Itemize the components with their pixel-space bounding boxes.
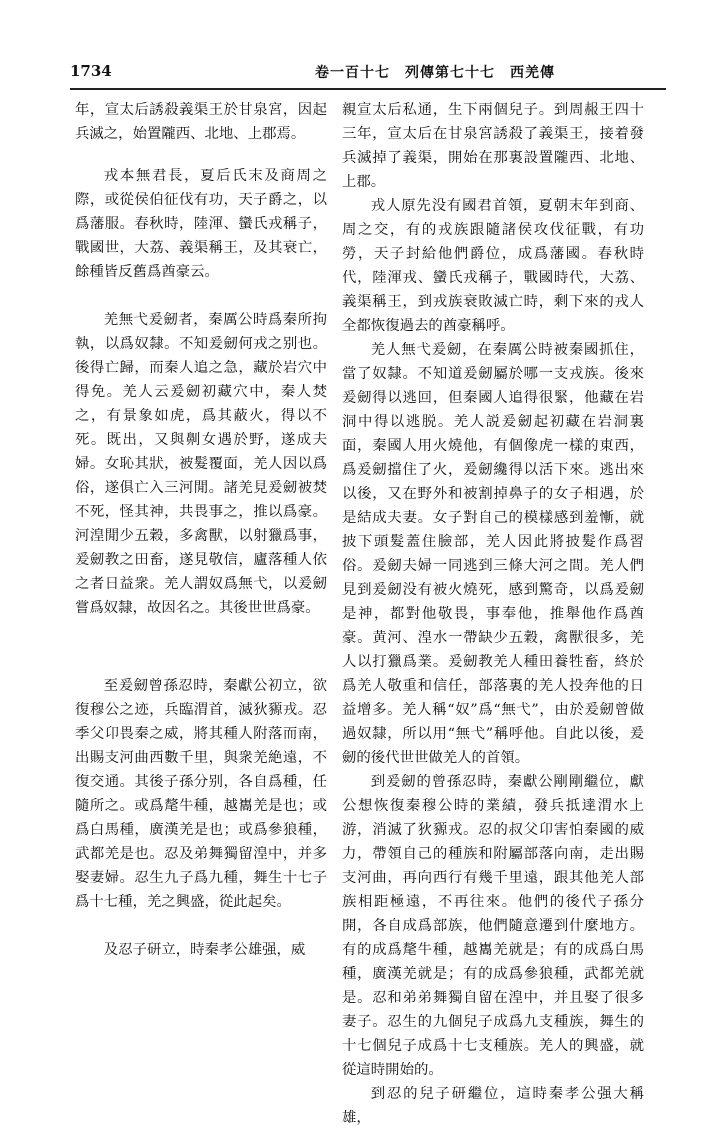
original-paragraph: 及忍子研立，時秦孝公雄强，威 — [103, 942, 306, 958]
original-paragraph: 羌無弋爰劒者，秦厲公時爲秦所拘執，以爲奴隸。不知爰劒何戎之别也。後得亡歸，而秦人追之急，藏於岩穴中得免。羌人云爰劒初藏穴中，秦人焚之，有景象如虎，爲其蔽火，得以不死。既出，又與劓女遇於野，遂成夫婦。女恥其狀，被髮覆面，羌人因以爲俗，遂俱亡入三河閒。諸羌見爰劒被焚不死，怪其神，共畏事之，推以爲豪。河湟閒少五穀，多禽獸，以射獵爲事，爰劒教之田畜，遂見敬信，廬落種人依之者日益衆。羌人謂奴爲無弋，以爰劒嘗爲奴隸，故因名之。其後世世爲豪。 — [75, 312, 327, 616]
translation-paragraph: 到爰劒的曾孫忍時，秦獻公剛剛繼位，獻公想恢復秦穆公時的業績，發兵抵達渭水上游，消滅了狄豲戎。忍的叔父卬害怕秦國的威力，帶領自己的種族和附屬部落向南，走出賜支河曲，再向西行有幾千里遠，跟其他羌人部族相距極遠，不再往來。他們的後代子孫分開，各自成爲部族，他們隨意遷到什麼地方。有的成爲氂牛種，越巂羌就是；有的成爲白馬種，廣漢羌就是；有的成爲參狼種，武都羌就是。忍和弟弟舞獨自留在湟中，并且娶了很多妻子。忍生的九個兒子成爲九支種族，舞生的十七個兒子成爲十七支種族。羌人的興盛，就從這時開始的。 — [342, 774, 644, 1078]
running-title: 卷一百十七 列傳第七十七 西羌傳 — [315, 65, 555, 81]
page-number: 1734 — [70, 62, 112, 80]
header-rule — [70, 88, 666, 90]
original-text-column — [75, 98, 327, 962]
original-paragraph: 年，宣太后誘殺義渠王於甘泉宮，因起兵滅之，始置隴西、北地、上郡焉。 — [75, 102, 327, 142]
translation-paragraph: 戎人原先没有國君首領，夏朝末年到商、周之交，有的戎族跟隨諸侯攻伐征戰，有功勞，天子封給他們爵位，成爲藩國。春秋時代，陸渾戎、蠻氏戎稱子，戰國時代，大荔、義渠稱王，到戎族衰敗滅亡時，剩下來的戎人全都恢復過去的酋豪稱呼。 — [342, 198, 644, 334]
translation-paragraph: 羌人無弋爰劒，在秦厲公時被秦國抓住，當了奴隸。不知道爰劒屬於哪一支戎族。後來爰劒得以逃回，但秦國人追得很緊，他藏在岩洞中得以逃脱。羌人説爰劒起初藏在岩洞裏面，秦國人用火燒他，有個像虎一樣的東西，爲爰劒擋住了火，爰劒纔得以活下來。逃出來以後，又在野外和被割掉鼻子的女子相遇，於是結成夫妻。女子對自己的模樣感到羞慚，就披下頭髮蓋住臉部，羌人因此將披髮作爲習俗。爰劒夫婦一同逃到三條大河之間。羌人們見到爰劒没有被火燒死，感到驚奇，以爲爰劒是神，都對他敬畏，事奉他，推舉他作爲酋豪。黄河、湟水一帶缺少五穀，禽獸很多，羌人以打獵爲業。爰劒教羌人種田養牲畜，終於爲羌人敬重和信任，部落裏的羌人投奔他的日益增多。羌人稱“奴”爲“無弋”，由於爰劒曾做過奴隸，所以用“無弋”稱呼他。自此以後，爰劒的後代世世做羌人的首領。 — [342, 342, 644, 766]
translation-paragraph: 親宣太后私通，生下兩個兒子。到周赧王四十三年，宣太后在甘泉宮誘殺了義渠王，接着發兵滅掉了義渠，開始在那裏設置隴西、北地、上郡。 — [342, 102, 644, 190]
translation-paragraph: 到忍的兒子研繼位，這時秦孝公强大稱雄， — [342, 1086, 644, 1126]
original-paragraph: 戎本無君長，夏后氏末及商周之際，或從侯伯征伐有功，天子爵之，以爲藩服。春秋時，陸渾、蠻氏戎稱子，戰國世，大荔、義渠稱王，及其衰亡，餘種皆反舊爲酋豪云。 — [75, 168, 327, 280]
original-paragraph: 至爰劒曾孫忍時，秦獻公初立，欲復穆公之迹，兵臨渭首，滅狄豲戎。忍季父卬畏秦之威，將其種人附落而南，出賜支河曲西數千里，與衆羌絶遠，不復交通。其後子孫分别，各自爲種，任隨所之。或爲氂牛種，越巂羌是也；或爲白馬種，廣漢羌是也；或爲參狼種，武都羌是也。忍及弟舞獨留湟中，并多娶妻婦。忍生九子爲九種，舞生十七子爲十七種，羌之興盛，從此起矣。 — [75, 678, 327, 910]
page-header — [70, 62, 666, 86]
translation-column — [342, 98, 644, 1130]
